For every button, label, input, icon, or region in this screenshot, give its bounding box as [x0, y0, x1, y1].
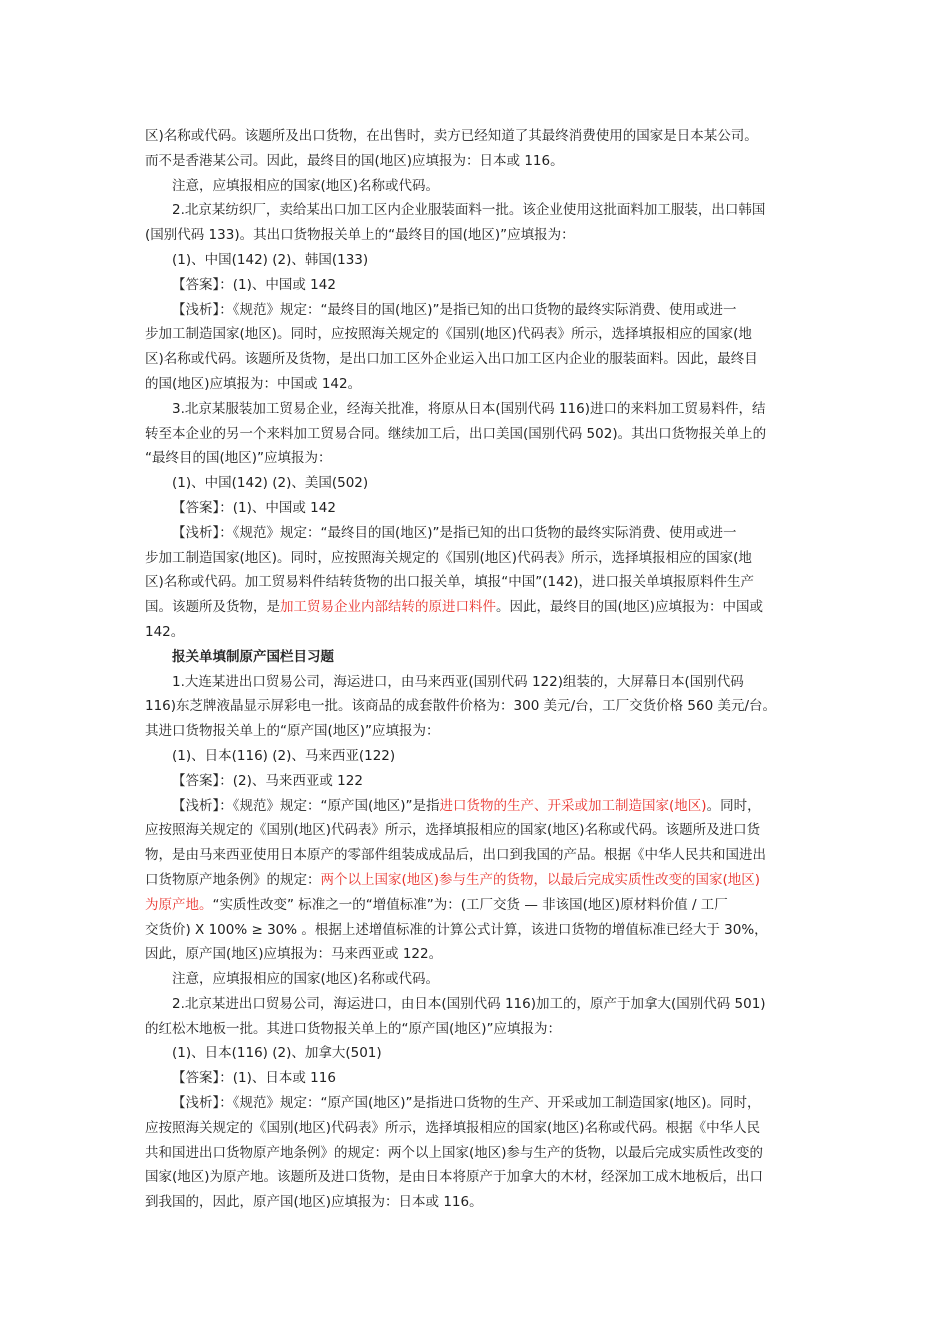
text-segment: 注意，应填报相应的国家(地区)名称或代码。 — [172, 177, 440, 194]
text-segment: 【答案】：(2)、马来西亚或 122 — [172, 772, 363, 789]
text-segment: (1)、日本(116) (2)、加拿大(501) — [172, 1045, 382, 1062]
text-segment: (1)、中国(142) (2)、韩国(133) — [172, 251, 369, 268]
text-segment: 转至本企业的另一个来料加工贸易合同。继续加工后，出口美国(国别代码 502)。其出口货物报关单上的 — [145, 425, 767, 442]
paragraph-line — [145, 1165, 820, 1190]
paragraph-line — [145, 719, 820, 744]
text-segment: 国家(地区)为原产地。该题所及进口货物，是由日本将原产于加拿大的木材，经深加工成木地板后，出口 — [145, 1169, 764, 1186]
text-segment: 【浅析】：《规范》规定：“原产国(地区)”是指 — [172, 797, 440, 814]
text-segment: 的国(地区)应填报为：中国或 142。 — [145, 375, 362, 392]
text-segment: (1)、日本(116) (2)、马来西亚(122) — [172, 747, 396, 764]
paragraph-line — [145, 1041, 820, 1066]
highlighted-text: 加工贸易企业内部结转的原进口料件 — [280, 599, 496, 616]
text-segment: 交货价) X 100% ≥ 30% 。根据上述增值标准的计算公式计算，该进口货物的增值标准已经大于 30%， — [145, 921, 768, 938]
paragraph-line — [145, 496, 820, 521]
highlighted-text: 进口货物的生产、开采或加工制造国家(地区) — [439, 797, 707, 814]
paragraph-line — [145, 694, 820, 719]
text-segment: 物，是由马来西亚使用日本原产的零部件组装成成品后，出口到我国的产品。根据《中华人民共和国进出 — [145, 847, 766, 864]
highlighted-text: 两个以上国家(地区)参与生产的货物，以最后完成实质性改变的国家(地区) — [320, 871, 761, 888]
paragraph-line — [145, 521, 820, 546]
paragraph-line — [145, 546, 820, 571]
paragraph-line — [145, 397, 820, 422]
text-segment: 其进口货物报关单上的“原产国(地区)”应填报为： — [145, 723, 440, 740]
text-segment: 116)东芝牌液晶显示屏彩电一批。该商品的成套散件价格为：300 美元/台，工厂交货价格 560 美元/台。 — [145, 698, 777, 715]
paragraph-line — [145, 570, 820, 595]
paragraph-line — [145, 347, 820, 372]
paragraph-line — [145, 1190, 820, 1215]
text-segment: 步加工制造国家(地区)。同时，应按照海关规定的《国别(地区)代码表》所示，选择填报相应的国家(地 — [145, 549, 752, 566]
paragraph-line — [145, 149, 820, 174]
text-segment: 因此，原产国(地区)应填报为：马来西亚或 122。 — [145, 946, 443, 963]
text-segment: 而不是香港某公司。因此，最终目的国(地区)应填报为：日本或 116。 — [145, 152, 564, 169]
paragraph-line — [145, 248, 820, 273]
text-segment: “最终目的国(地区)”应填报为： — [145, 450, 332, 467]
paragraph-line — [145, 620, 820, 645]
paragraph-line — [145, 174, 820, 199]
text-segment: 共和国进出口货物原产地条例》的规定：两个以上国家(地区)参与生产的货物，以最后完成实质性改变的 — [145, 1144, 764, 1161]
paragraph-line — [145, 422, 820, 447]
text-segment: (国别代码 133)。其出口货物报关单上的“最终目的国(地区)”应填报为： — [145, 227, 575, 244]
text-segment: 2.北京某纺织厂，卖给某出口加工区内企业服装面料一批。该企业使用这批面料加工服装，出口韩国 — [172, 202, 766, 219]
paragraph-line — [145, 124, 820, 149]
text-segment: 的红松木地板一批。其进口货物报关单上的“原产国(地区)”应填报为： — [145, 1020, 562, 1037]
paragraph-line — [145, 1066, 820, 1091]
paragraph-line — [145, 992, 820, 1017]
paragraph-line — [145, 868, 820, 893]
paragraph-line — [145, 223, 820, 248]
paragraph-line — [145, 595, 820, 620]
text-segment: 【浅析】：《规范》规定：“原产国(地区)”是指进口货物的生产、开采或加工制造国家(地区)。同时， — [172, 1095, 761, 1112]
text-segment: 注意，应填报相应的国家(地区)名称或代码。 — [172, 971, 440, 988]
paragraph-line — [145, 1017, 820, 1042]
paragraph-line — [145, 744, 820, 769]
paragraph-line — [145, 893, 820, 918]
paragraph-line — [145, 198, 820, 223]
text-segment: 国。该题所及货物，是 — [145, 599, 280, 616]
text-segment: 到我国的，因此，原产国(地区)应填报为：日本或 116。 — [145, 1194, 483, 1211]
paragraph-line — [145, 1091, 820, 1116]
text-segment: 【答案】：(1)、日本或 116 — [172, 1070, 336, 1087]
paragraph-line — [145, 446, 820, 471]
paragraph-line — [145, 967, 820, 992]
text-segment: 【答案】：(1)、中国或 142 — [172, 276, 336, 293]
text-segment: “实质性改变” 标准之一的“增值标准”为：(工厂交货 — 非该国(地区)原材料价值 / 工厂 — [212, 896, 728, 913]
paragraph-line — [145, 794, 820, 819]
paragraph-line — [145, 818, 820, 843]
paragraph-line — [145, 372, 820, 397]
text-segment: 。因此，最终目的国(地区)应填报为：中国或 — [496, 599, 764, 616]
text-segment: 2.北京某进出口贸易公司，海运进口，由日本(国别代码 116)加工的，原产于加拿大(国别代码 501) — [172, 995, 766, 1012]
text-segment: 应按照海关规定的《国别(地区)代码表》所示，选择填报相应的国家(地区)名称或代码。该题所及进口货 — [145, 822, 761, 839]
text-segment: (1)、中国(142) (2)、美国(502) — [172, 475, 369, 492]
paragraph-line — [145, 670, 820, 695]
text-segment: 3.北京某服装加工贸易企业，经海关批准，将原从日本(国别代码 116)进口的来料加工贸易料件，结 — [172, 400, 766, 417]
paragraph-line — [145, 298, 820, 323]
paragraph-line — [145, 273, 820, 298]
text-segment: 步加工制造国家(地区)。同时，应按照海关规定的《国别(地区)代码表》所示，选择填报相应的国家(地 — [145, 326, 752, 343]
text-segment: 【浅析】：《规范》规定：“最终目的国(地区)”是指已知的出口货物的最终实际消费、使用或进一 — [172, 301, 737, 318]
text-segment: 口货物原产地条例》的规定： — [145, 871, 321, 888]
text-segment: 【答案】：(1)、中国或 142 — [172, 499, 336, 516]
paragraph-line — [145, 942, 820, 967]
paragraph-line — [145, 322, 820, 347]
text-segment: 142。 — [145, 623, 185, 640]
text-segment: 应按照海关规定的《国别(地区)代码表》所示，选择填报相应的国家(地区)名称或代码。根据《中华人民 — [145, 1119, 761, 1136]
text-segment: 区)名称或代码。该题所及出口货物，在出售时，卖方已经知道了其最终消费使用的国家是日本某公司。 — [145, 128, 758, 144]
text-segment: 。同时， — [706, 797, 761, 814]
paragraph-line — [145, 918, 820, 943]
section-heading — [145, 645, 820, 670]
paragraph-line — [145, 1141, 820, 1166]
text-segment: 报关单填制原产国栏目习题 — [172, 648, 334, 665]
highlighted-text: 为原产地。 — [145, 896, 213, 913]
paragraph-line — [145, 769, 820, 794]
text-segment: 区)名称或代码。加工贸易料件结转货物的出口报关单，填报“中国”(142)，进口报关单填报原料件生产 — [145, 574, 755, 591]
text-segment: 1.大连某进出口贸易公司，海运进口，由马来西亚(国别代码 122)组装的，大屏幕日本(国别代码 — [172, 673, 744, 690]
document-body — [145, 124, 820, 1215]
paragraph-line — [145, 1116, 820, 1141]
text-segment: 区)名称或代码。该题所及货物，是出口加工区外企业运入出口加工区内企业的服装面料。因此，最终目 — [145, 351, 758, 368]
paragraph-line — [145, 843, 820, 868]
paragraph-line — [145, 471, 820, 496]
text-segment: 【浅析】：《规范》规定：“最终目的国(地区)”是指已知的出口货物的最终实际消费、使用或进一 — [172, 524, 737, 541]
